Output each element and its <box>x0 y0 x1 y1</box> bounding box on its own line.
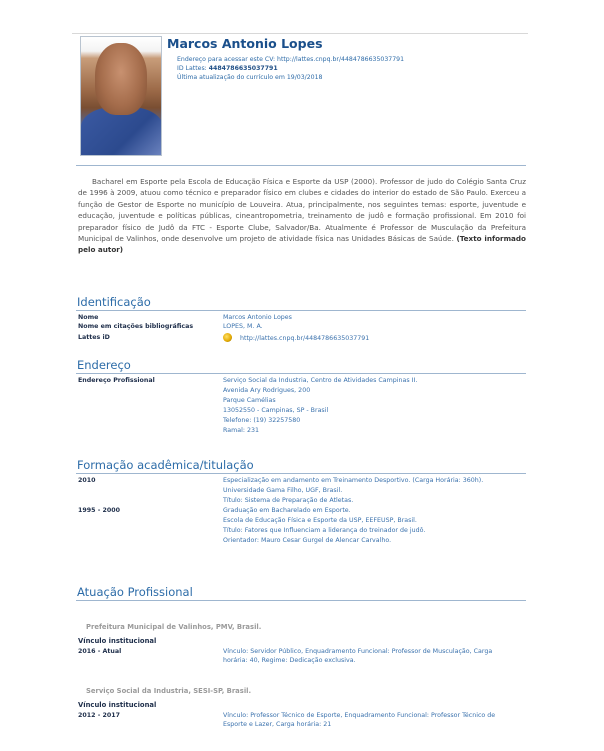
vinculo-text: Vínculo: Servidor Público, Enquadramento Funcional: Professor de Musculação, Carga horária: 40, Regime: Dedicação exclusiva. <box>223 648 493 664</box>
formacao-date: 2010 <box>78 477 96 484</box>
address-line: Serviço Social da Industria, Centro de Atividades Campinas II. <box>223 377 418 384</box>
lattes-url-link[interactable]: http://lattes.cnpq.br/4484786635037791 <box>240 335 370 342</box>
cv-address-link[interactable]: Endereço para acessar este CV: http://lattes.cnpq.br/4484786635037791 <box>177 56 405 63</box>
section-title-formacao: Formação acadêmica/titulação <box>77 458 254 472</box>
value-citacoes: LOPES, M. A. <box>223 323 263 330</box>
lattes-id-label: ID Lattes: <box>177 65 207 72</box>
institution-name: Serviço Social da Industria, SESI-SP, Brasil. <box>86 687 252 695</box>
section-title-identificacao: Identificação <box>77 295 151 309</box>
lattes-logo-icon <box>223 333 232 342</box>
vinculo-date: 2012 - 2017 <box>78 712 121 719</box>
institution-name: Prefeitura Municipal de Valinhos, PMV, Brasil. <box>86 623 262 631</box>
formacao-line: Orientador: Mauro Cesar Gurgel de Alencar Carvalho. <box>223 537 392 544</box>
top-divider <box>72 33 528 34</box>
address-ramal: Ramal: 231 <box>223 427 259 434</box>
section-rule <box>76 473 526 474</box>
profile-photo <box>80 36 162 156</box>
vinculo-date: 2016 - Atual <box>78 648 122 655</box>
biography-text <box>78 176 526 256</box>
photo-face-shape <box>95 43 147 115</box>
section-title-atuacao: Atuação Profissional <box>77 585 193 599</box>
formacao-line: Especialização em andamento em Treinamento Desportivo. (Carga Horária: 360h). <box>223 477 484 484</box>
address-line: 13052550 - Campinas, SP - Brasil <box>223 407 329 414</box>
label-nome: Nome <box>78 314 99 321</box>
person-name: Marcos Antonio Lopes <box>167 36 323 51</box>
formacao-line: Universidade Gama Filho, UGF, Brasil. <box>223 487 343 494</box>
value-nome: Marcos Antonio Lopes <box>223 314 292 321</box>
bio-body: Bacharel em Esporte pela Escola de Educação Física e Esporte da USP (2000). Professor de judo do Colégio Santa Cruz de 1996 à 2009, atuou como técnico e preparador físico em clubes e cidades do interior do estado de São Paulo. Exerceu a função de Gestor de Esporte no município de Louveira. Atua, principalmente, nos seguintes temas: esporte, juventude e educação, juventude e políticas públicas, cineantropometria, treinamento de judô e formação profissional. Em 2010 foi preparador físico de Judô da FTC - Esporte Clube, Salvador/Ba. Atualmente é Professor de Musculação da Prefeitura Municipal de Valinhos, onde desenvolve um projeto de atividade física nas Unidades Básicas de Saúde. <box>78 177 526 244</box>
section-title-endereco: Endereço <box>77 358 131 372</box>
section-rule <box>76 600 526 601</box>
formacao-date: 1995 - 2000 <box>78 507 121 514</box>
vinculo-label: Vínculo institucional <box>78 701 157 709</box>
address-line: Parque Camélias <box>223 397 276 404</box>
vinculo-label: Vínculo institucional <box>78 637 157 645</box>
section-rule <box>76 310 526 311</box>
lattes-id-value: 4484786635037791 <box>208 65 278 72</box>
label-endereco-profissional: Endereço Profissional <box>78 377 155 384</box>
vinculo-text: Vínculo: Professor Técnico de Esporte, Enquadramento Funcional: Professor Técnico de Esporte e Lazer, Carga horária: 21 <box>223 712 496 728</box>
formacao-line: Graduação em Bacharelado em Esporte. <box>223 507 351 514</box>
formacao-line: Título: Sistema de Preparação de Atletas. <box>223 497 354 504</box>
last-update: Última atualização do currículo em 19/03/2018 <box>177 74 323 81</box>
lattes-id-line <box>177 65 278 72</box>
formacao-line: Escola de Educação Física e Esporte da USP, EEFEUSP, Brasil. <box>223 517 417 524</box>
formacao-line: Título: Fatores que Influenciam a liderança do treinador de judô. <box>223 527 426 534</box>
label-citacoes: Nome em citações bibliográficas <box>78 323 194 330</box>
bio-note: (Texto informado pelo autor) <box>78 234 526 255</box>
label-lattes-id: Lattes iD <box>78 334 110 341</box>
header-separator <box>76 165 526 166</box>
section-rule <box>76 373 526 374</box>
address-phone: Telefone: (19) 32257580 <box>223 417 301 424</box>
address-line: Avenida Ary Rodrigues, 200 <box>223 387 311 394</box>
